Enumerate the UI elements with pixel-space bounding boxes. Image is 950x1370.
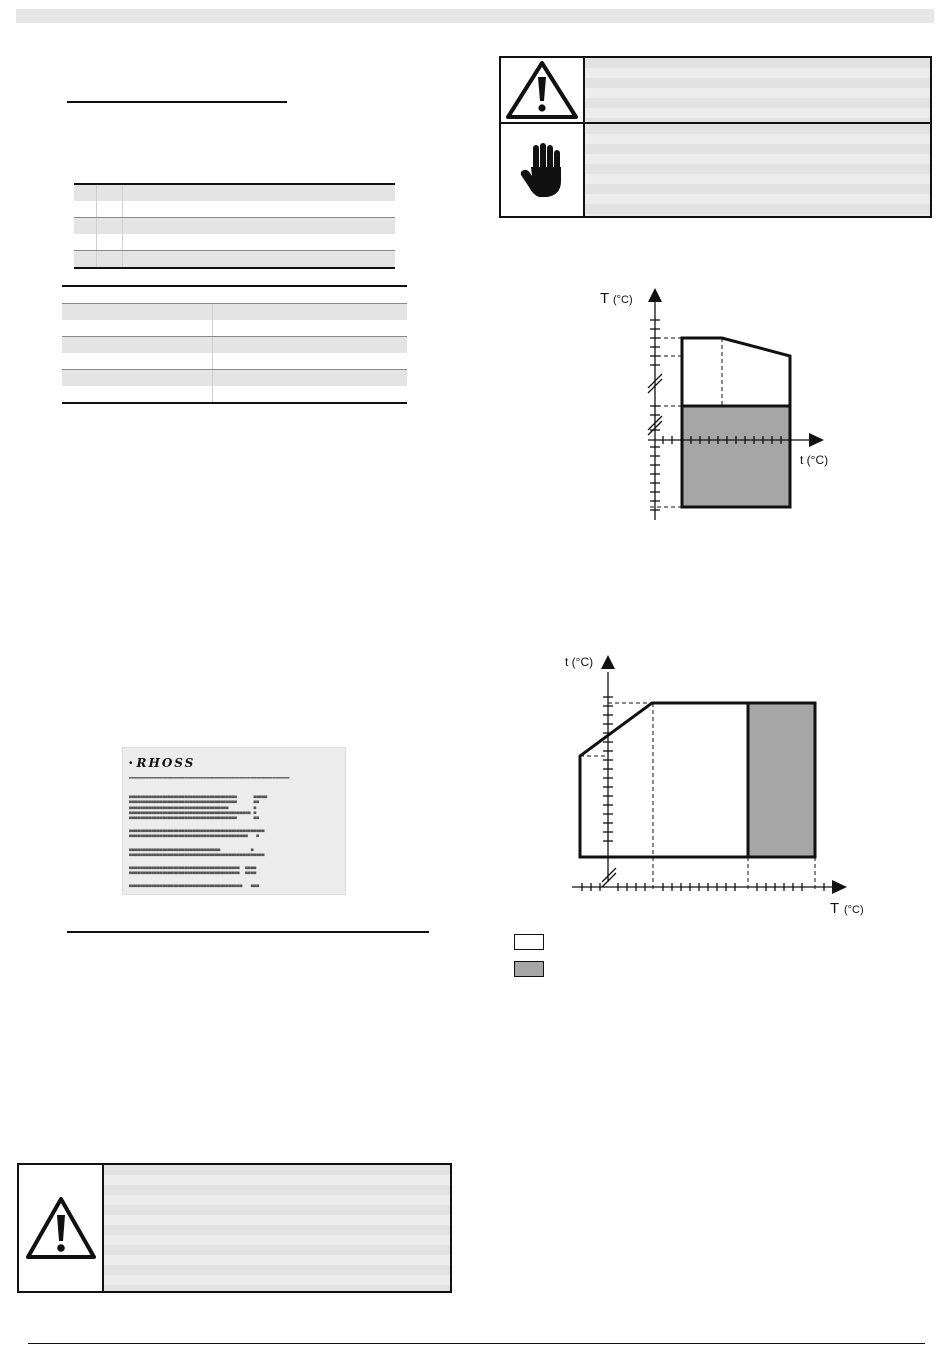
table-row <box>74 185 395 201</box>
table-row <box>62 353 407 370</box>
y-axis-arrow <box>601 655 615 669</box>
warning-text-area <box>104 1165 450 1291</box>
table-row <box>62 337 407 353</box>
table-row <box>62 370 407 386</box>
table-row <box>74 218 395 234</box>
x-axis-unit: (°C) <box>844 904 864 916</box>
x-axis <box>572 883 832 891</box>
x-axis-arrow <box>809 433 824 447</box>
section-heading-rule <box>67 931 429 933</box>
table-row <box>62 386 407 402</box>
warning-triangle-icon <box>505 60 579 120</box>
legend-swatch-white <box>514 934 544 950</box>
x-axis-title: T <box>830 900 840 917</box>
warning-icon-cell <box>501 58 585 122</box>
legend-swatch-grey <box>514 961 544 977</box>
data-table-small <box>74 183 395 269</box>
table-row <box>62 320 407 337</box>
warning-text-area <box>585 58 930 122</box>
y-axis-unit: (°C) <box>613 294 633 306</box>
caution-notice-box <box>499 56 932 218</box>
operating-limits-chart-heating <box>560 650 880 920</box>
table-row <box>62 304 407 320</box>
stop-icon-cell <box>501 124 585 216</box>
y-axis-arrow <box>648 288 662 302</box>
warning-triangle-icon <box>25 1195 97 1261</box>
caution-text-area <box>585 124 930 216</box>
bullet-icon: • <box>129 757 133 769</box>
operating-envelope <box>682 338 790 406</box>
x-axis-arrow <box>832 880 847 894</box>
warning-notice-box <box>17 1163 452 1293</box>
page-header-bar <box>16 9 934 23</box>
warning-icon-cell <box>19 1165 104 1291</box>
y-axis-title: T <box>600 290 610 307</box>
y-axis <box>602 672 616 887</box>
table-row <box>74 234 395 251</box>
y-axis <box>648 300 662 520</box>
rating-plate-image: • RHOSS ▬▬▬▬▬▬▬▬▬▬▬▬▬▬▬▬▬▬▬▬▬▬▬▬▬▬▬▬▬▬▬▬▬▬▬▬▬▬▬▬▬▬▬▬▬▬▬▬▬▬▬▬▬▬▬▬▬▬ ■■■■■■■■■■■■■■■■■■■■■■■■■■■■■■■■■■■■■■■ ■■■■■ ■■■■■■■■■■■■■■■■■■■■■■■■■■■■■■■■■■■■■■■ ■■ ■■■■■■■■■■■■■■■■■■■■■■■■■■■■■■■■■■■■ ■ ■■■■■■■■■■■■■■■■■■■■■■■■■■■■■■■■■■■■■■■■■■■■ ■ ■■■■■■■■■■■■■■■■■■■■■■■■■■■■■■■■■■■■■■■ ■■ ■■■■■■■■■■■■■■■■■■■■■■■■■■■■■■■■■■■■■■■■■■■■■■■■■ ■■■■■■■■■■■■■■■■■■■■■■■■■■■■■■■■■■■■■■■■■■■ ■ ■■■■■■■■■■■■■■■■■■■■■■■■■■■■■■■■■ ■ ■■■■■■■■■■■■■■■■■■■■■■■■■■■■■■■■■■■■■■■■■■■■■■■■■ ■■■■■■■■■■■■■■■■■■■■■■■■■■■■■■■■■■■■■■■■ ■■■■ ■■■■■■■■■■■■■■■■■■■■■■■■■■■■■■■■■■■■■■■■ ■■■■ ■■■■■■■■■■■■■■■■■■■■■■■■■■■■■■■■■■■■■■■■■ ■■■ <box>122 747 346 895</box>
section-heading-rule <box>67 101 287 103</box>
y-axis-title: t (°C) <box>565 655 594 669</box>
shaded-zone <box>748 703 815 857</box>
operating-limits-chart-cooling <box>560 270 860 530</box>
stop-hand-icon <box>519 141 565 199</box>
page-footer-rule <box>28 1343 925 1344</box>
data-table-large <box>62 285 407 404</box>
table-row <box>74 201 395 218</box>
shaded-zone <box>682 406 790 507</box>
x-axis-title: t (°C) <box>800 453 829 467</box>
table-row <box>74 251 395 267</box>
rhoss-logo: RHOSS <box>136 756 196 770</box>
table-row <box>62 287 407 304</box>
